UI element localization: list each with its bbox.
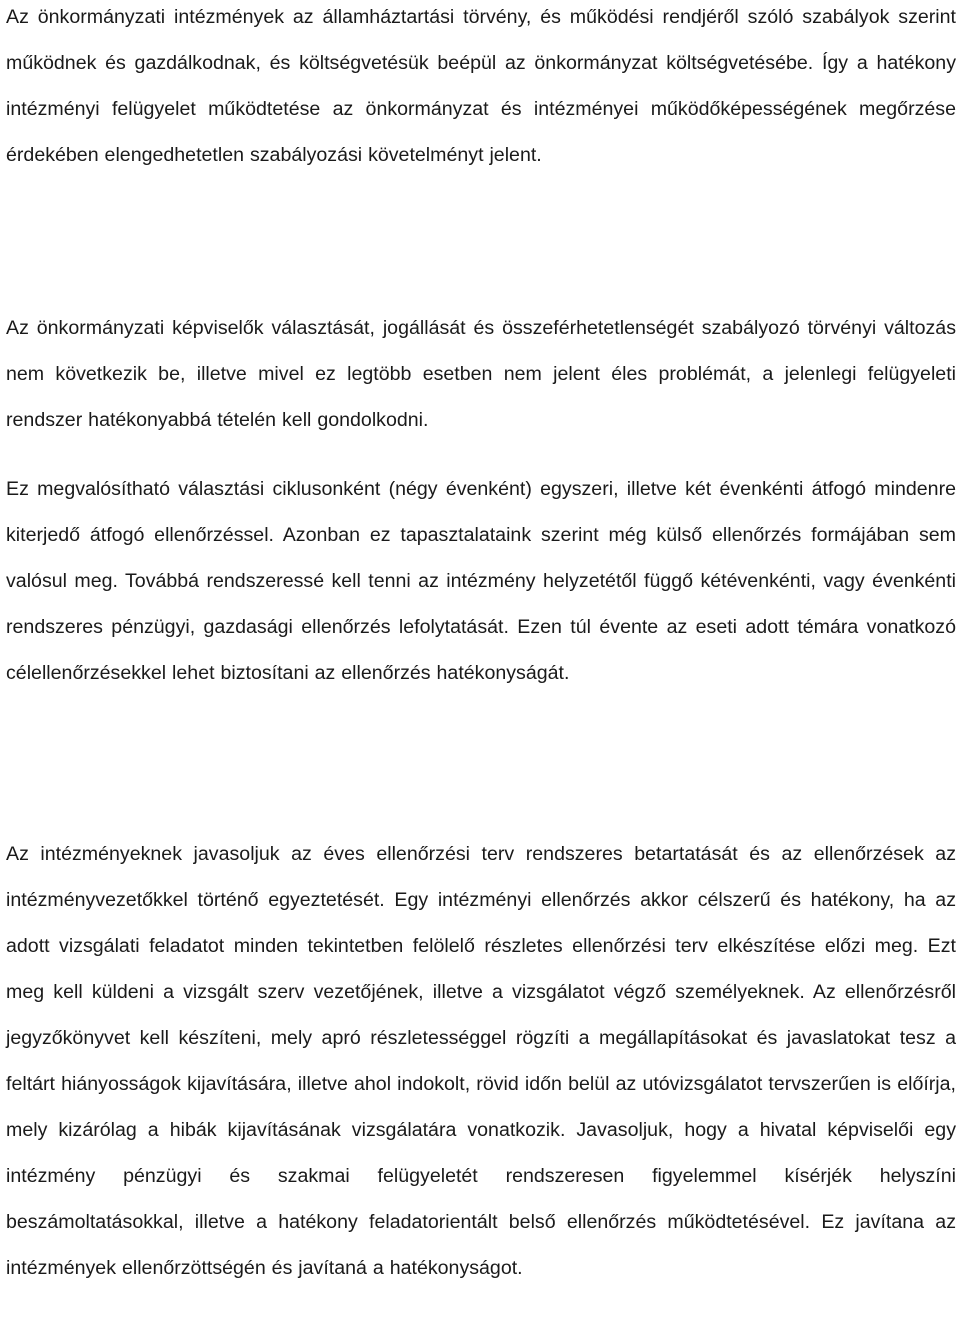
paragraph-audit-cycles: Ez megvalósítható választási ciklusonként (négy évenként) egyszeri, illetve két évenkénti átfogó mindenre kiterjedő átfogó ellenőrzéssel. Azonban ez tapasztalataink szerint még külső ellenőrzés formájában sem valósul meg. Továbbá rendszeressé kell tenni az intézmény helyzetétől függő kétévenkénti, vagy évenkénti rendszeres pénzügyi, gazdasági ellenőrzés lefolytatását. Ezen túl évente az eseti adott témára vonatkozó célellenőrzésekkel lehet biztosítani az ellenőrzés hatékonyságát. [6, 478, 956, 684]
paragraph-audit-recommendations: Az intézményeknek javasoljuk az éves ellenőrzési terv rendszeres betartatását és az ellenőrzések az intézményvezetőkkel történő egyeztetését. Egy intézményi ellenőrzés akkor célszerű és hatékony, ha az adott vizsgálati feladatot minden tekintetben felölelő részletes ellenőrzési terv elkészítése előzi meg. Ezt meg kell küldeni a vizsgált szerv vezetőjének, illetve a vizsgálatot végző személyeknek. Az ellenőrzésről jegyzőkönyvet kell készíteni, mely apró részletességgel rögzíti a megállapításokat és javaslatokat tesz a feltárt hiányosságok kijavítására, illetve ahol indokolt, rövid időn belül az utóvizsgálatot tervszerűen is előírja, mely kizárólag a hibák kijavításának vizsgálatára vonatkozik. Javasoljuk, hogy a hivatal képviselői egy intézmény pénzügyi és szakmai felügyeletét rendszeresen figyelemmel kísérjék helyszíni beszámoltatásokkal, illetve a hatékony feladatorientált belső ellenőrzés működtetésével. Ez javítana az intézmények ellenőrzöttségén és javítaná a hatékonyságot. [6, 843, 956, 1279]
paragraph-representatives: Az önkormányzati képviselők választását, jogállását és összeférhetetlenségét szabályozó törvényi változás nem következik be, illetve mivel ez legtöbb esetben nem jelent éles problémát, a jelenlegi felügyeleti rendszer hatékonyabbá tételén kell gondolkodni. [6, 317, 956, 431]
paragraph-institutions-budget: Az önkormányzati intézmények az államháztartási törvény, és működési rendjéről szóló szabályok szerint működnek és gazdálkodnak, és költségvetésük beépül az önkormányzat költségvetésébe. Így a hatékony intézményi felügyelet működtetése az önkormányzat és intézményei működőképességének megőrzése érdekében elengedhetetlen szabályozási követelményt jelent. [6, 6, 956, 166]
